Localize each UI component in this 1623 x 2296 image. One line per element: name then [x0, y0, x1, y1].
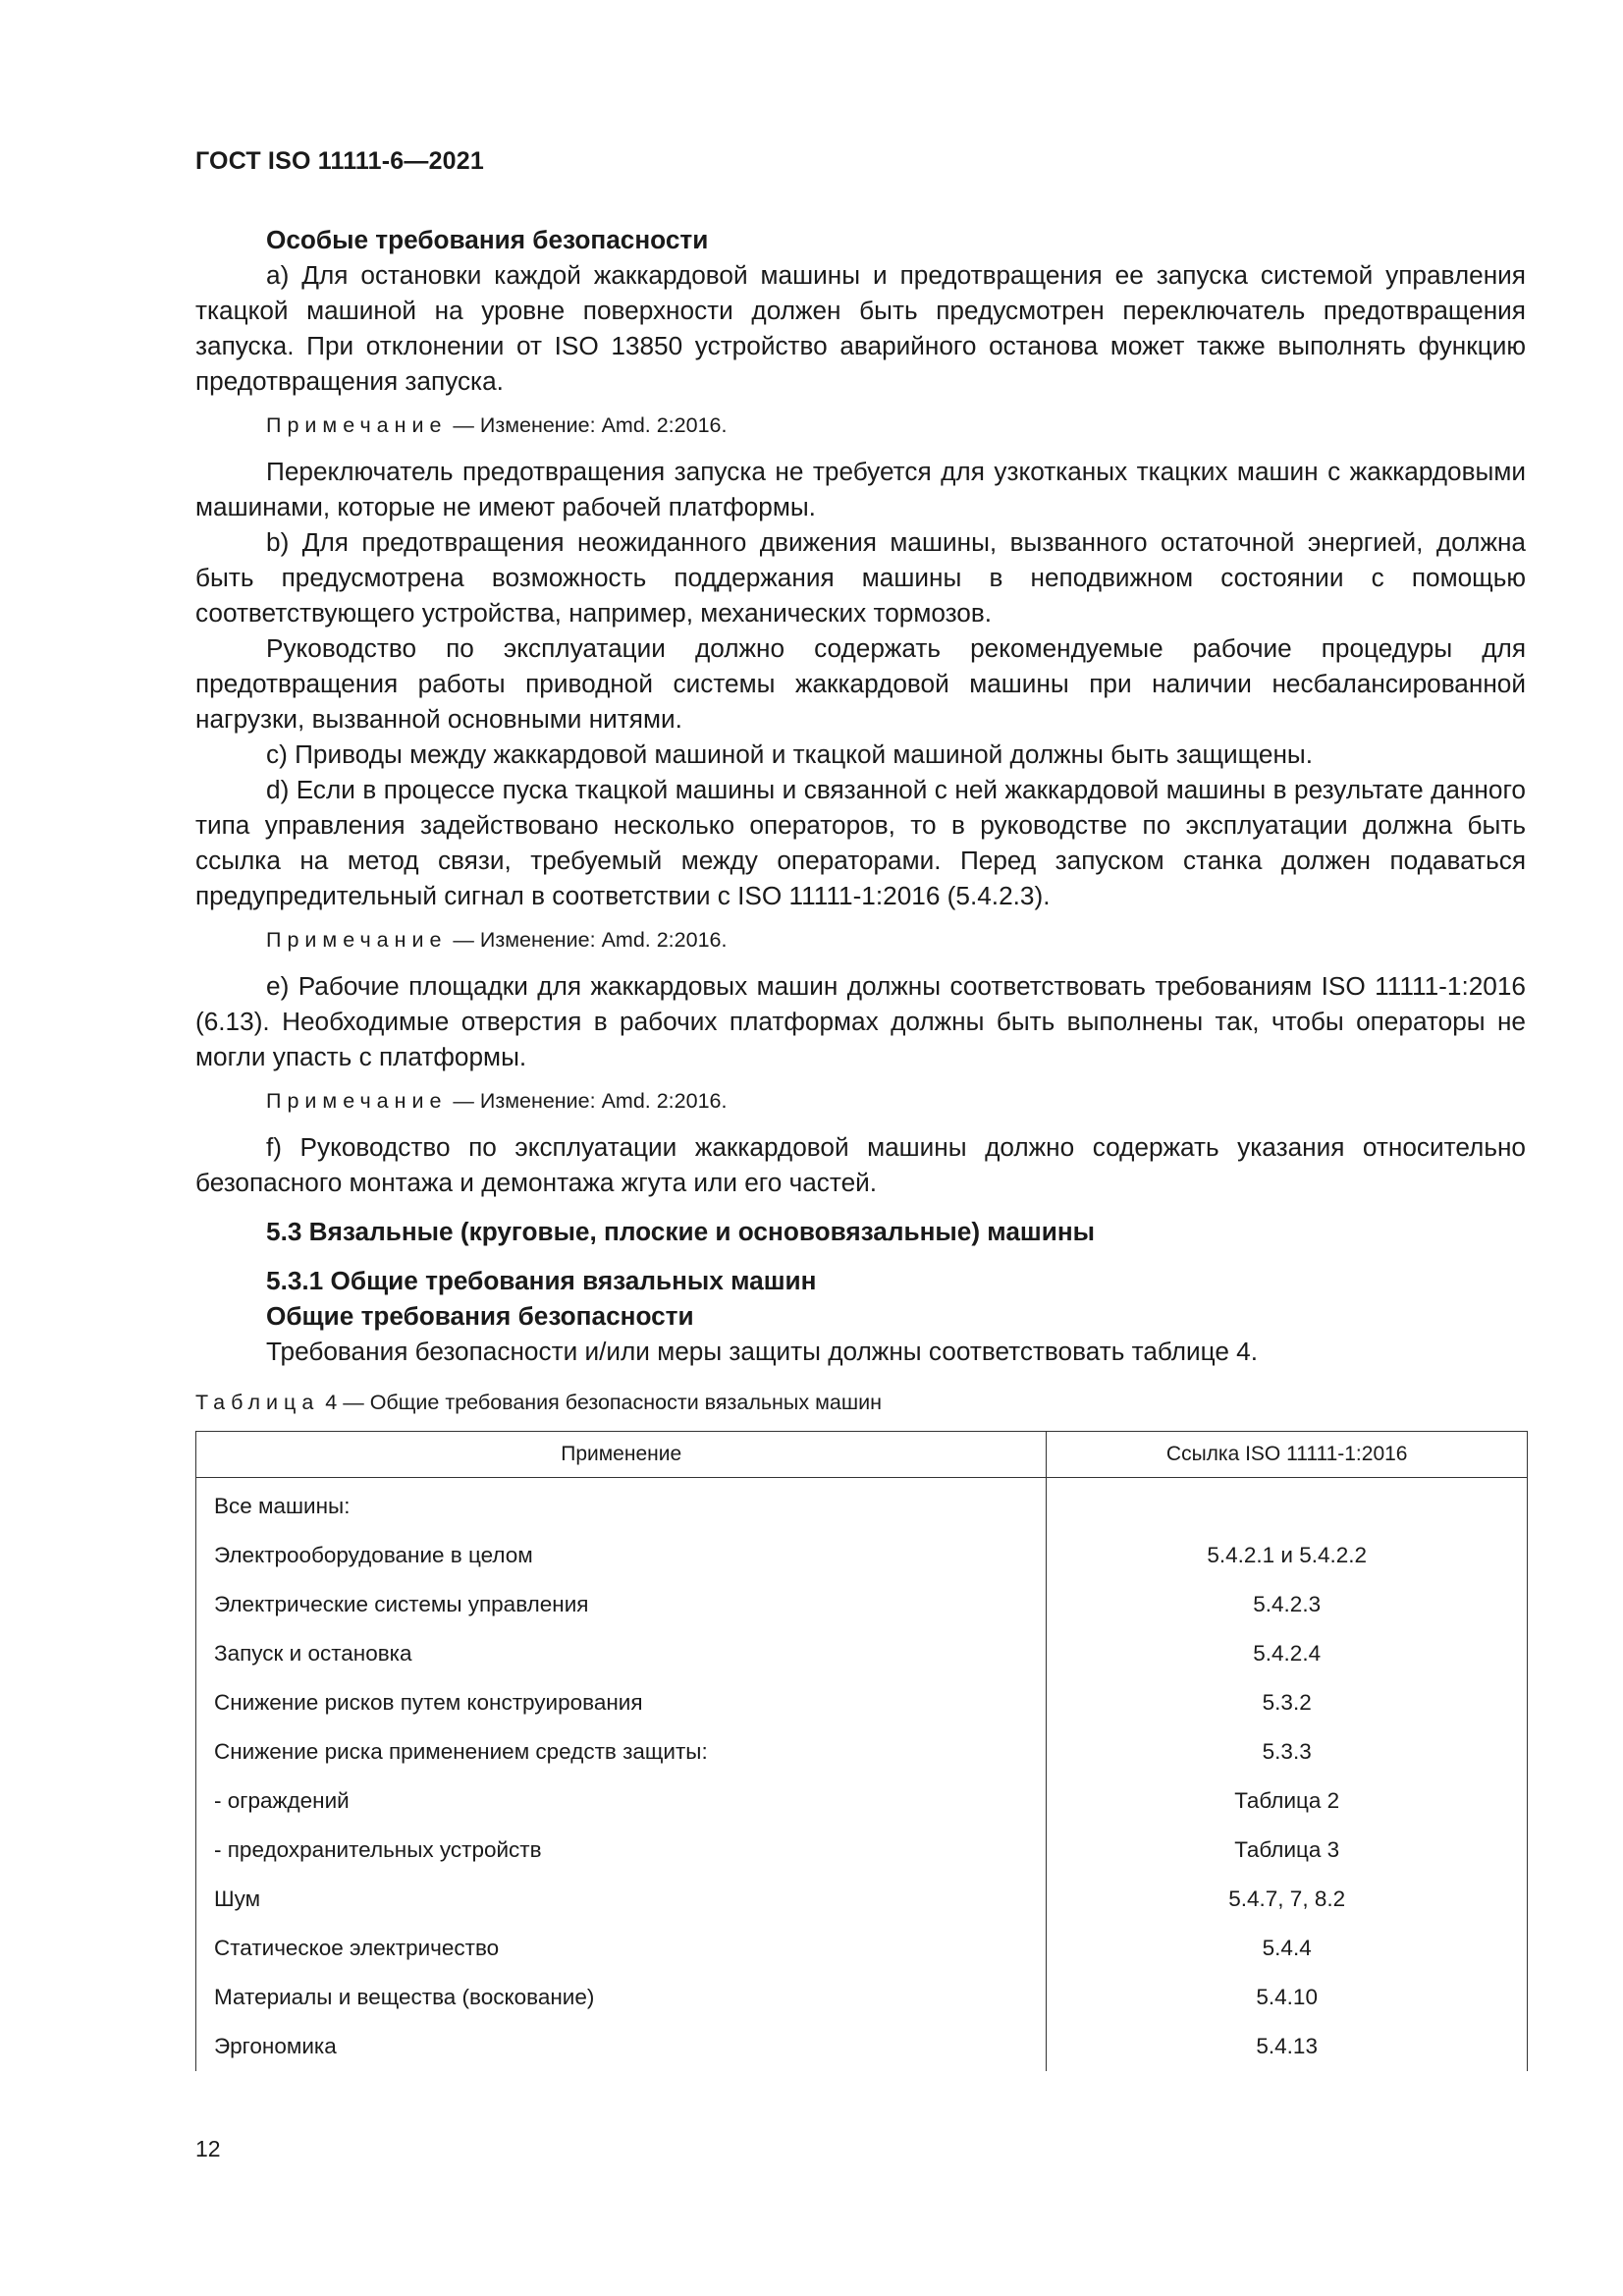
note-text: — Изменение: Amd. 2:2016. [447, 1089, 728, 1113]
table-row [196, 1478, 1528, 1532]
paragraph-b: b) Для предотвращения неожиданного движения машины, вызванного остаточной энергией, должна быть предусмотрена возможность поддержания машины в неподвижном состоянии с помощью соответствующего устройства, например, механических тормозов. [195, 527, 1526, 628]
table-cell: 5.4.7, 7, 8.2 [1047, 1875, 1528, 1924]
paragraph-c: c) Приводы между жаккардовой машиной и ткацкой машиной должны быть защищены. [266, 739, 1314, 769]
table-row [196, 1629, 1528, 1678]
table-cell: - ограждений [196, 1777, 1047, 1826]
table-cell: Материалы и вещества (воскование) [196, 1973, 1047, 2022]
note-label: Примечание [266, 1089, 448, 1113]
paragraph-b2: Руководство по эксплуатации должно содержать рекомендуемые рабочие процедуры для предотвращения работы приводной системы жаккардовой машины при наличии несбалансированной нагрузки, вызванной основными нитями. [195, 633, 1526, 734]
table-cell: 5.4.2.4 [1047, 1629, 1528, 1678]
table-cell: Электрооборудование в целом [196, 1531, 1047, 1580]
table-cell: 5.4.2.3 [1047, 1580, 1528, 1629]
paragraph-f: f) Руководство по эксплуатации жаккардовой машины должно содержать указания относительно безопасного монтажа и демонтажа жгута или его частей. [195, 1132, 1526, 1197]
table-cell: 5.4.13 [1047, 2022, 1528, 2071]
table-cell: Все машины: [196, 1478, 1047, 1532]
requirements-table [195, 1431, 1528, 2071]
heading-special-requirements: Особые требования безопасности [266, 225, 709, 254]
page-number: 12 [195, 2136, 221, 2161]
table-cell: 5.4.2.1 и 5.4.2.2 [1047, 1531, 1528, 1580]
table-header-row [196, 1432, 1528, 1478]
note-text: — Изменение: Amd. 2:2016. [447, 413, 728, 437]
table-cell: - предохранительных устройств [196, 1826, 1047, 1875]
table-row [196, 2022, 1528, 2071]
table-row [196, 1727, 1528, 1777]
heading-general-requirements: Общие требования безопасности [266, 1301, 694, 1331]
table-row [196, 1875, 1528, 1924]
table-cell: Снижение риска применением средств защиты: [196, 1727, 1047, 1777]
table-cell: Статическое электричество [196, 1924, 1047, 1973]
note-2 [195, 925, 1526, 955]
document-header: ГОСТ ISO 11111-6—2021 [195, 147, 484, 175]
table-cell: Снижение рисков путем конструирования [196, 1678, 1047, 1727]
table-row [196, 1777, 1528, 1826]
paragraph-a: a) Для остановки каждой жаккардовой машины и предотвращения ее запуска системой управления ткацкой машиной на уровне поверхности должен быть предусмотрен переключатель предотвращения запуска. При отклонении от ISO 13850 устройство аварийного останова может также выполнять функцию предотвращения запуска. [195, 260, 1526, 396]
paragraph-d: d) Если в процессе пуска ткацкой машины и связанной с ней жаккардовой машины в результате данного типа управления задействовано несколько операторов, то в руководстве по эксплуатации должна быть ссылка на метод связи, требуемый между операторами. Перед запуском станка должен подаваться предупредительный сигнал в соответствии с ISO 11111-1:2016 (5.4.2.3). [195, 775, 1526, 910]
table-cell: 5.3.3 [1047, 1727, 1528, 1777]
table-caption-text: 4 — Общие требования безопасности вязальных машин [319, 1391, 882, 1414]
table-cell: Эргономика [196, 2022, 1047, 2071]
table-row [196, 1826, 1528, 1875]
section-5-3-heading: 5.3 Вязальные (круговые, плоские и основовязальные) машины [266, 1217, 1096, 1246]
column-header-reference: Ссылка ISO 11111-1:2016 [1047, 1432, 1528, 1478]
section-5-3-1-heading: 5.3.1 Общие требования вязальных машин [266, 1266, 817, 1295]
paragraph-a2: Переключатель предотвращения запуска не требуется для узкотканых ткацких машин с жаккардовыми машинами, которые не имеют рабочей платформы. [195, 457, 1526, 521]
table-row [196, 1924, 1528, 1973]
column-header-application: Применение [196, 1432, 1047, 1478]
note-3 [195, 1086, 1526, 1116]
note-label: Примечание [266, 928, 448, 952]
document-body [195, 222, 1526, 1369]
table-row [196, 1531, 1528, 1580]
table-caption-label: Таблица [195, 1391, 320, 1414]
table-cell: Таблица 2 [1047, 1777, 1528, 1826]
table-cell [1047, 1478, 1528, 1532]
note-label: Примечание [266, 413, 448, 437]
table-cell: Шум [196, 1875, 1047, 1924]
paragraph-e: e) Рабочие площадки для жаккардовых машин должны соответствовать требованиям ISO 11111-1:2016 (6.13). Необходимые отверстия в рабочих платформах должны быть выполнены так, чтобы операторы не могли упасть с платформы. [195, 971, 1526, 1071]
table-row [196, 1580, 1528, 1629]
table-cell: 5.4.10 [1047, 1973, 1528, 2022]
table-row [196, 1678, 1528, 1727]
table-cell: 5.4.4 [1047, 1924, 1528, 1973]
table-cell: 5.3.2 [1047, 1678, 1528, 1727]
table-cell: Запуск и остановка [196, 1629, 1047, 1678]
table-row [196, 1973, 1528, 2022]
note-1 [195, 410, 1526, 440]
table-cell: Таблица 3 [1047, 1826, 1528, 1875]
table-caption [195, 1391, 882, 1415]
paragraph-requirements: Требования безопасности и/или меры защиты должны соответствовать таблице 4. [266, 1337, 1259, 1366]
note-text: — Изменение: Amd. 2:2016. [447, 928, 728, 952]
table-cell: Электрические системы управления [196, 1580, 1047, 1629]
